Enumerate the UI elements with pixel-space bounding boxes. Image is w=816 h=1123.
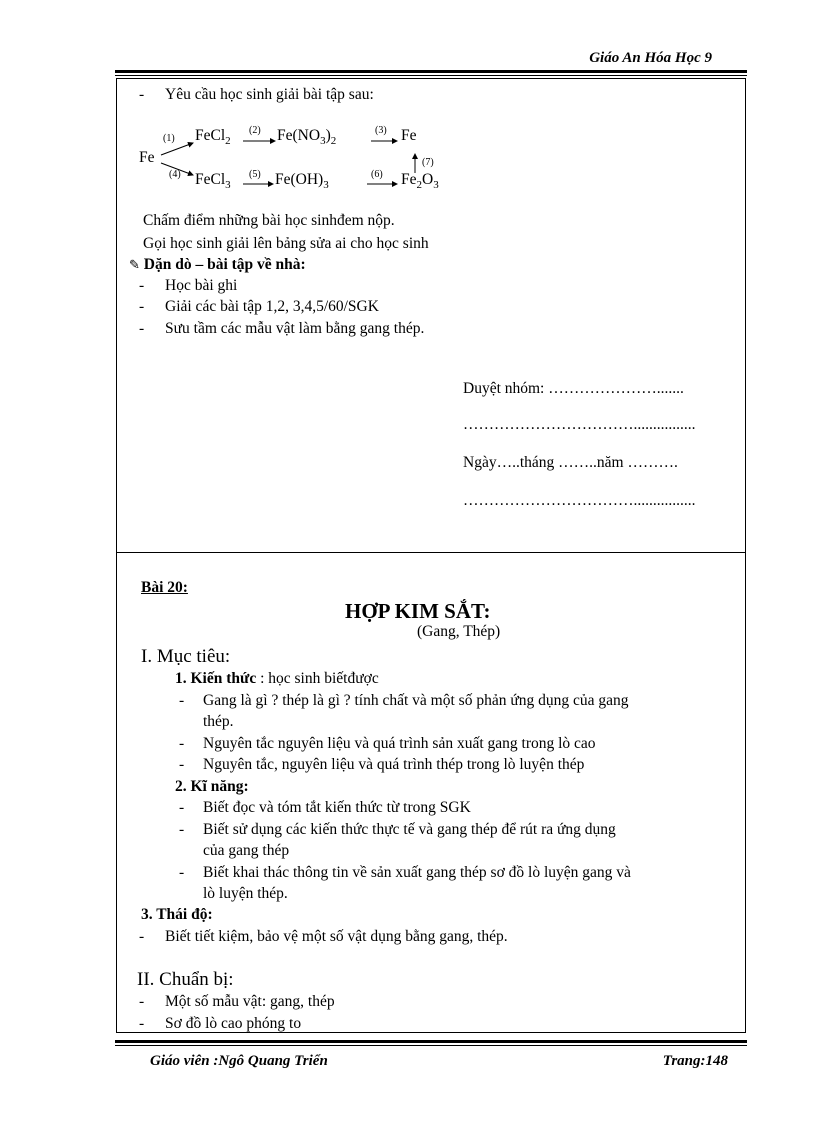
pencil-icon: ✎ bbox=[129, 257, 140, 272]
call-student-text: Gọi học sinh giải lên bảng sửa ai cho học sinh bbox=[143, 235, 429, 252]
homework-item: Giải các bài tập 1,2, 3,4,5/60/SGK bbox=[165, 298, 379, 315]
content-frame bbox=[116, 78, 746, 1033]
bullet-dash: - bbox=[179, 692, 185, 709]
section-divider bbox=[117, 552, 745, 553]
step-3-label: (3) bbox=[375, 125, 387, 136]
lesson-subtitle: (Gang, Thép) bbox=[417, 623, 501, 640]
formula-fecl2: FeCl$_2$ bbox=[195, 127, 231, 148]
lesson-title: HỢP KIM SẮT: bbox=[345, 599, 491, 623]
bullet-dash: - bbox=[179, 735, 185, 752]
header-title: Giáo An Hóa Học 9 bbox=[589, 50, 712, 66]
attitude-heading: 3. Thái độ: bbox=[141, 906, 213, 923]
approval-line-1: ……………………………................ bbox=[463, 416, 696, 433]
knowledge-item: Gang là gì ? thép là gì ? tính chất và một số phản ứng dụng của gang bbox=[203, 692, 629, 709]
skills-item-cont: lò luyện thép. bbox=[203, 885, 288, 902]
formula-feoh3: $Fe(OH)_3$ bbox=[275, 171, 329, 192]
step-7-label: (7) bbox=[422, 157, 434, 168]
knowledge-item: Nguyên tắc, nguyên liệu và quá trình thép trong lò luyện thép bbox=[203, 756, 585, 773]
bullet-dash: - bbox=[139, 298, 145, 315]
bullet-dash: - bbox=[139, 1015, 145, 1032]
attitude-item: Biết tiết kiệm, bảo vệ một số vật dụng bằng gang, thép. bbox=[165, 928, 508, 945]
skills-item: Biết khai thác thông tin về sản xuất gang thép sơ đồ lò luyện gang và bbox=[203, 864, 631, 881]
arrow-1 bbox=[161, 143, 193, 155]
lesson-number: Bài 20: bbox=[141, 579, 188, 596]
step-6-label: (6) bbox=[371, 169, 383, 180]
skills-item: Biết đọc và tóm tắt kiến thức từ trong SGK bbox=[203, 799, 471, 816]
prep-item: Sơ đồ lò cao phóng to bbox=[165, 1015, 302, 1032]
bullet-dash: - bbox=[139, 277, 145, 294]
bullet-dash: - bbox=[139, 320, 145, 337]
arrow-4 bbox=[161, 163, 193, 175]
skills-item-cont: của gang thép bbox=[203, 842, 290, 859]
bullet-dash: - bbox=[139, 928, 145, 945]
step-2-label: (2) bbox=[249, 125, 261, 136]
bullet-dash: - bbox=[179, 799, 185, 816]
homework-heading bbox=[129, 255, 306, 275]
step-4-label: (4) bbox=[169, 169, 181, 180]
header-rule bbox=[115, 70, 747, 73]
formula-feno3-2: $Fe(NO_3)_2$ bbox=[277, 127, 337, 148]
bullet-dash: - bbox=[179, 821, 185, 838]
section-objectives: I. Mục tiêu: bbox=[141, 646, 231, 667]
knowledge-item-cont: thép. bbox=[203, 713, 234, 730]
homework-title: Dặn dò – bài tập về nhà: bbox=[143, 256, 306, 273]
homework-item: Sưu tầm các mẫu vật làm bằng gang thép. bbox=[165, 320, 425, 337]
footer-teacher: Giáo viên :Ngô Quang Triển bbox=[150, 1053, 328, 1069]
prep-item: Một số mẫu vật: gang, thép bbox=[165, 993, 335, 1010]
homework-item: Học bài ghi bbox=[165, 277, 238, 294]
bullet-dash: - bbox=[179, 756, 185, 773]
skills-item: Biết sử dụng các kiến thức thực tế và gang thép để rút ra ứng dụng bbox=[203, 821, 616, 838]
exercise-intro: Yêu cầu học sinh giải bài tập sau: bbox=[165, 86, 374, 103]
section-preparation: II. Chuẩn bị: bbox=[137, 969, 234, 990]
bullet-dash: - bbox=[179, 864, 185, 881]
reaction-scheme bbox=[139, 121, 459, 191]
footer-page-number: Trang:148 bbox=[662, 1053, 728, 1069]
footer-rule bbox=[115, 1040, 747, 1043]
scheme-fe-start: Fe bbox=[139, 149, 155, 166]
approval-group: Duyệt nhóm: …………………....... bbox=[463, 380, 684, 397]
formula-fecl3: FeCl$_3$ bbox=[195, 171, 231, 192]
header-rule-thin bbox=[115, 75, 747, 76]
bullet-dash: - bbox=[139, 993, 145, 1010]
approval-date: Ngày…..tháng ……..năm ………. bbox=[463, 454, 678, 471]
formula-fe2o3: $Fe_2O_3$ bbox=[401, 171, 439, 192]
formula-fe-end: Fe bbox=[401, 127, 417, 144]
skills-heading: 2. Kĩ năng: bbox=[175, 778, 249, 795]
approval-line-2: ……………………………................ bbox=[463, 492, 696, 509]
knowledge-item: Nguyên tắc nguyên liệu và quá trình sản xuất gang trong lò cao bbox=[203, 735, 596, 752]
step-5-label: (5) bbox=[249, 169, 261, 180]
grading-text: Chấm điểm những bài học sinhđem nộp. bbox=[143, 212, 395, 229]
footer-rule-thin bbox=[115, 1045, 747, 1046]
step-1-label: (1) bbox=[163, 133, 175, 144]
knowledge-heading: 1. Kiến thức : học sinh biếtđược bbox=[175, 670, 379, 687]
bullet-dash: - bbox=[139, 86, 145, 103]
